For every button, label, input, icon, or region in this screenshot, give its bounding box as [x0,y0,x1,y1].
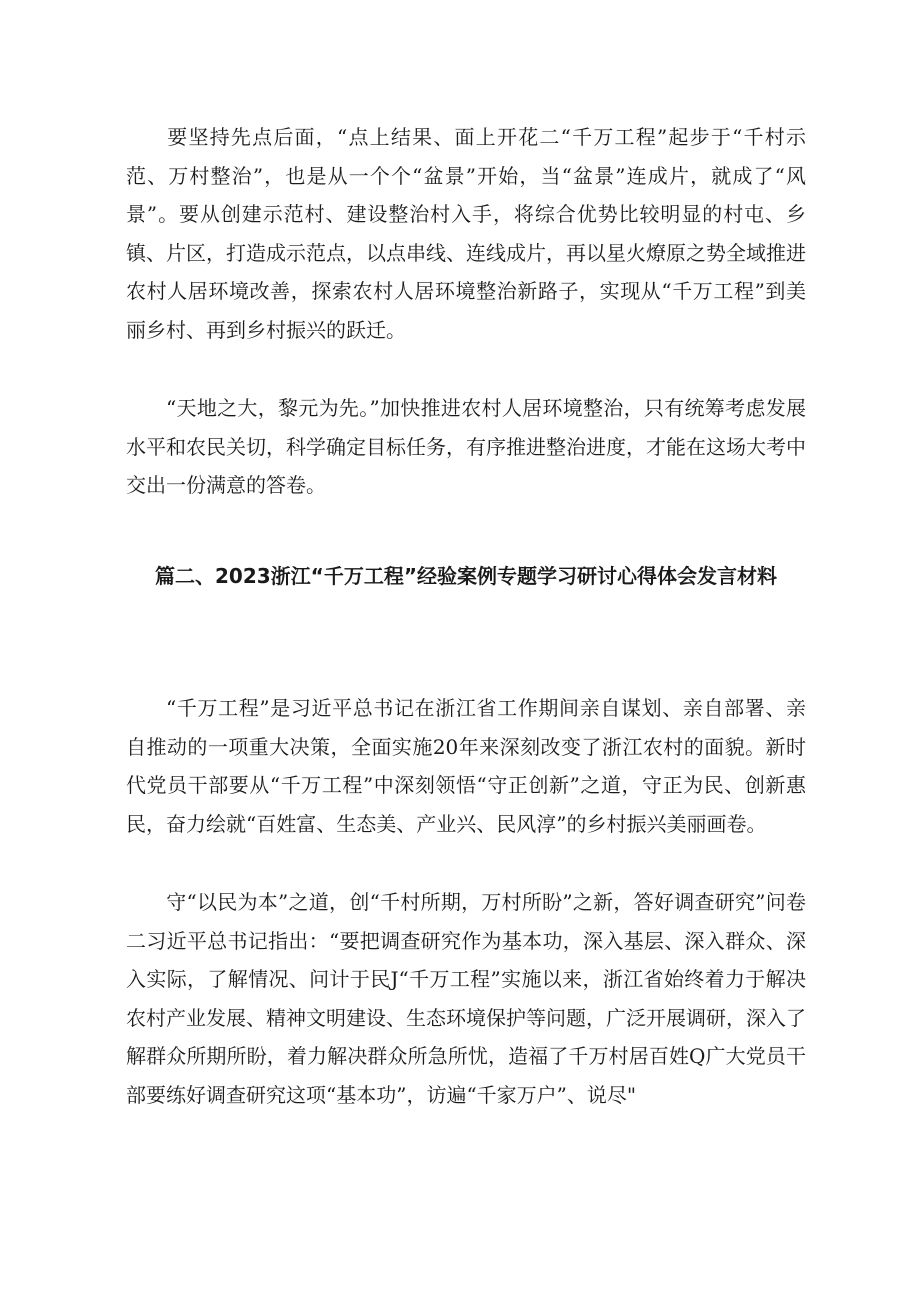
paragraph-demonstration-points [126,118,806,349]
paragraph-text: 要坚持先点后面，“点上结果、面上开花二“千万工程”起步于“千村示范、万村整治”，也是从一个个“盆景”开始，当“盆景”连成片，就成了“风景”。要从创建示范村、建设整治村入手，将综合优势比较明显的村屯、乡镇、片区，打造成示范点，以点串线、连线成片，再以星火燎原之势全域推进农村人居环境改善，探索农村人居环境整治新路子，实现从“千万工程”到美丽乡村、再到乡村振兴的跃迁。 [126,125,806,342]
paragraph-text: “千万工程”是习近平总书记在浙江省工作期间亲自谋划、亲自部署、亲自推动的一项重大决策，全面实施20年来深刻改变了浙江农村的面貌。新时代党员干部要从“千万工程”中深刻领悟“守正创新”之道，守正为民、创新惠民，奋力绘就“百姓富、生态美、产业兴、民风淳”的乡村振兴美丽画卷。 [126,696,806,836]
paragraph-project-intro [126,689,806,843]
paragraph-text: 守“以民为本”之道，创“千村所期，万村所盼”之新，答好调查研究”问卷二习近平总书记指出：“要把调查研究作为基本功，深入基层、深入群众、深入实际，了解情况、问计于民J“千万工程”实施以来，浙江省始终着力于解决农村产业发展、精神文明建设、生态环境保护等问题，广泛开展调研，深入了解群众所期所盼，着力解决群众所急所忧，造福了千万村居百姓Q广大党员干部要练好调查研究这项“基本功”，访遍“千家万户”、说尽" [126,890,806,1107]
section-title: 篇二、2023浙江“千万工程”经验案例专题学习研讨心得体会发言材料 [155,564,777,588]
paragraph-text: “天地之大，黎元为先。”加快推进农村人居环境整治，只有统筹考虑发展水平和农民关切，科学确定目标任务，有序推进整治进度，才能在这场大考中交出一份满意的答卷。 [126,396,806,497]
paragraph-people-first [126,389,806,505]
paragraph-research [126,883,806,1114]
